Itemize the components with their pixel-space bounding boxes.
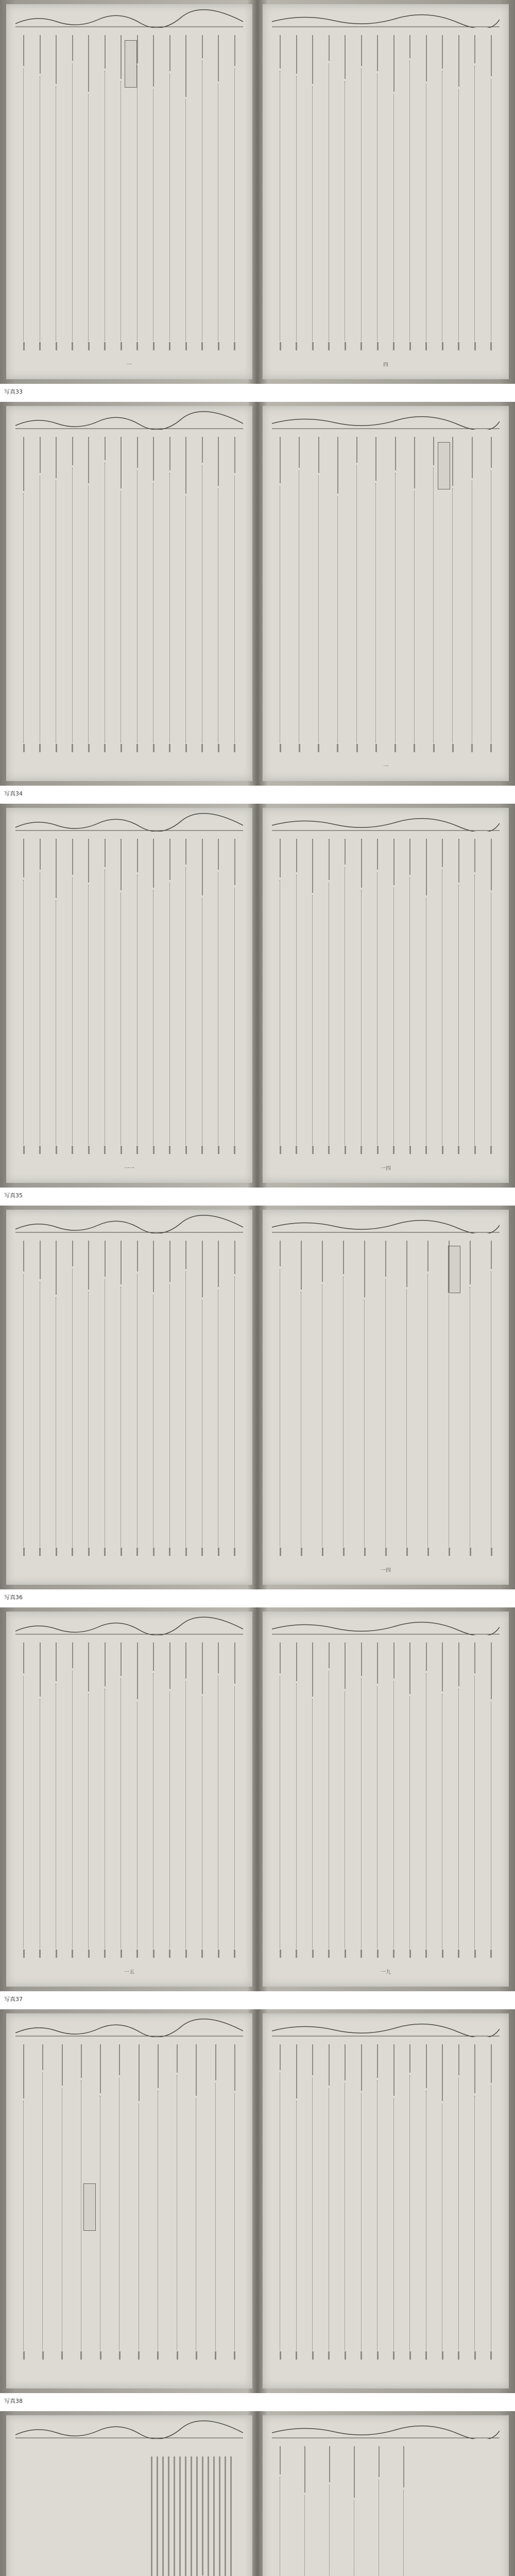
- photo-spread-36: [0, 1206, 515, 1607]
- left-page: [6, 4, 252, 379]
- page-folio: 一九: [381, 1970, 391, 1975]
- right-page: [263, 4, 509, 379]
- toc-columns: [22, 437, 237, 752]
- toc-columns: [278, 1642, 493, 1958]
- spread-caption: 写真34: [4, 790, 23, 797]
- photo-spread-38: [0, 2009, 515, 2411]
- left-page: [6, 1612, 252, 1987]
- right-page: [263, 406, 509, 781]
- photo-spread-33: [0, 0, 515, 402]
- header-illustration: [272, 2019, 500, 2037]
- toc-columns: [22, 839, 237, 1154]
- toc-columns: [22, 2044, 237, 2360]
- toc-columns: [278, 2044, 493, 2360]
- page-folio: 一: [383, 764, 388, 770]
- book-spread-photo: [0, 1607, 515, 1991]
- page-folio: 一一: [124, 1166, 134, 1172]
- photo-spread-34: [0, 402, 515, 804]
- book-spread-photo: [0, 1206, 515, 1589]
- header-illustration: [15, 9, 243, 28]
- header-illustration: [272, 1617, 500, 1635]
- page-folio: 一四: [381, 1166, 391, 1172]
- book-spread-photo: [0, 402, 515, 786]
- right-page: [263, 2415, 509, 2576]
- page-folio: 一五: [124, 1970, 134, 1975]
- header-illustration: [15, 2420, 243, 2439]
- left-page: [6, 1210, 252, 1585]
- photo-spread-37: [0, 1607, 515, 2009]
- spread-caption: 写真36: [4, 1594, 23, 1601]
- left-page: [6, 808, 252, 1183]
- spread-caption: 写真33: [4, 388, 23, 395]
- header-illustration: [272, 1215, 500, 1233]
- toc-columns: [278, 1241, 493, 1556]
- header-illustration: [272, 9, 500, 28]
- toc-columns: [278, 2446, 406, 2576]
- spread-caption: 写真38: [4, 2398, 23, 2404]
- body-text: [27, 2456, 232, 2576]
- header-illustration: [272, 411, 500, 430]
- left-page: [6, 2415, 252, 2576]
- toc-columns: [278, 35, 493, 350]
- book-spread-photo: [0, 2411, 515, 2576]
- photo-spread-35: [0, 804, 515, 1206]
- header-illustration: [272, 2420, 500, 2439]
- right-page: [263, 1210, 509, 1585]
- photo-spread-39: [0, 2411, 515, 2576]
- right-page: [263, 2013, 509, 2388]
- toc-columns: [22, 35, 237, 350]
- book-spread-photo: [0, 804, 515, 1188]
- spread-caption: 写真35: [4, 1192, 23, 1199]
- header-illustration: [15, 813, 243, 832]
- toc-columns: [278, 839, 493, 1154]
- header-illustration: [15, 2019, 243, 2037]
- toc-columns: [22, 1241, 237, 1556]
- page-folio: 四: [383, 362, 388, 368]
- toc-columns: [22, 1642, 237, 1958]
- book-spread-photo: [0, 0, 515, 384]
- spread-caption: 写真37: [4, 1996, 23, 2003]
- header-illustration: [15, 411, 243, 430]
- header-illustration: [15, 1215, 243, 1233]
- header-illustration: [15, 1617, 243, 1635]
- header-illustration: [272, 813, 500, 832]
- book-spread-photo: [0, 2009, 515, 2393]
- left-page: [6, 406, 252, 781]
- page-folio: 一: [127, 362, 132, 368]
- toc-columns: [278, 437, 493, 752]
- page-folio: 一四: [381, 1568, 391, 1573]
- right-page: [263, 1612, 509, 1987]
- left-page: [6, 2013, 252, 2388]
- right-page: [263, 808, 509, 1183]
